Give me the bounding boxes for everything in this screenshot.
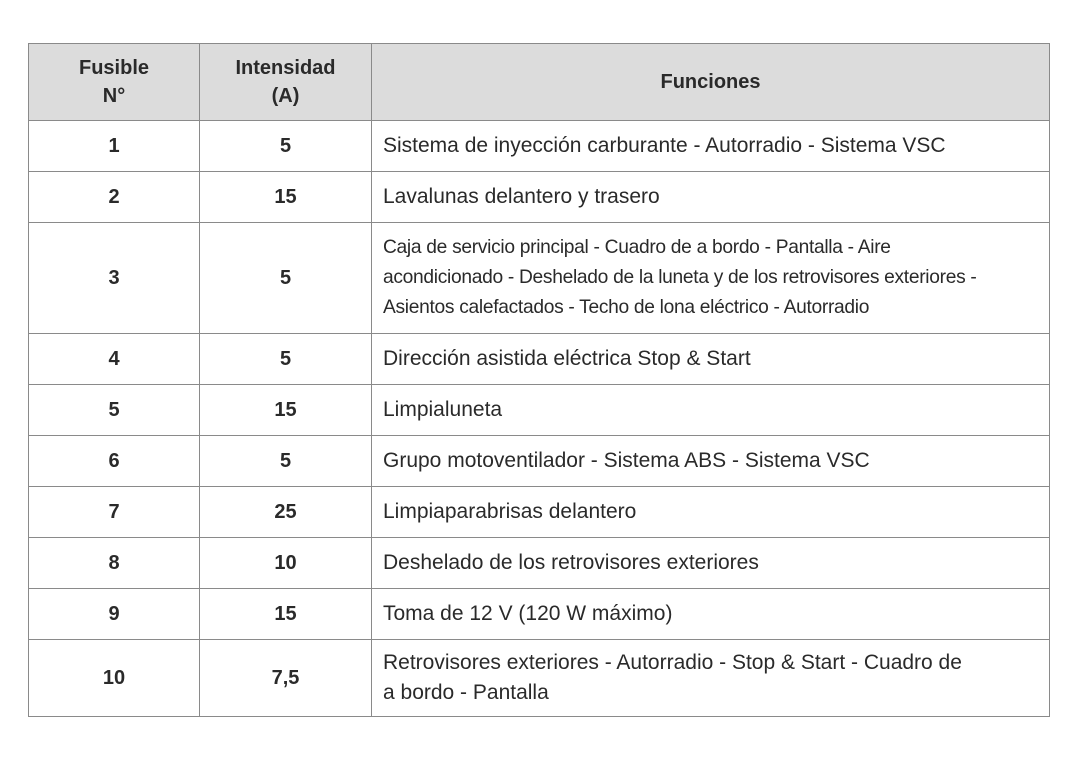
table-row — [29, 538, 1050, 589]
functions-cell: Limpiaparabrisas delantero — [372, 487, 1050, 538]
amperage-cell: 5 — [200, 223, 372, 334]
fuse-number-cell: 6 — [29, 436, 200, 487]
header-current: Intensidad (A) — [200, 44, 372, 121]
table-row — [29, 589, 1050, 640]
fuse-number-cell: 10 — [29, 640, 200, 717]
table-row — [29, 436, 1050, 487]
functions-cell — [372, 640, 1050, 717]
fuse-number-cell: 7 — [29, 487, 200, 538]
fuse-table — [28, 43, 1050, 717]
amperage-cell: 5 — [200, 334, 372, 385]
amperage-cell: 5 — [200, 121, 372, 172]
amperage-cell: 15 — [200, 385, 372, 436]
functions-cell: Sistema de inyección carburante - Autorradio - Sistema VSC — [372, 121, 1050, 172]
fuse-number-cell: 4 — [29, 334, 200, 385]
header-fuse-number: Fusible N° — [29, 44, 200, 121]
functions-line: Retrovisores exteriores - Autorradio - Stop & Start - Cuadro de — [383, 651, 962, 674]
functions-cell: Limpialuneta — [372, 385, 1050, 436]
fuse-number-cell: 2 — [29, 172, 200, 223]
functions-cell: Deshelado de los retrovisores exteriores — [372, 538, 1050, 589]
amperage-cell: 25 — [200, 487, 372, 538]
header-functions: Funciones — [372, 44, 1050, 121]
functions-line: Caja de servicio principal - Cuadro de a bordo - Pantalla - Aire — [383, 237, 891, 258]
amperage-cell: 5 — [200, 436, 372, 487]
fuse-number-cell: 3 — [29, 223, 200, 334]
table-row — [29, 172, 1050, 223]
functions-cell: Grupo motoventilador - Sistema ABS - Sistema VSC — [372, 436, 1050, 487]
amperage-cell: 15 — [200, 172, 372, 223]
functions-cell: Dirección asistida eléctrica Stop & Start — [372, 334, 1050, 385]
functions-cell: Toma de 12 V (120 W máximo) — [372, 589, 1050, 640]
table-row — [29, 385, 1050, 436]
fuse-number-cell: 1 — [29, 121, 200, 172]
functions-line: acondicionado - Deshelado de la luneta y de los retrovisores exteriores - — [383, 267, 977, 288]
table-row — [29, 334, 1050, 385]
fuse-number-cell: 8 — [29, 538, 200, 589]
amperage-cell: 15 — [200, 589, 372, 640]
table-row — [29, 223, 1050, 334]
functions-line: Asientos calefactados - Techo de lona eléctrico - Autorradio — [383, 297, 870, 318]
amperage-cell: 10 — [200, 538, 372, 589]
fuse-number-cell: 5 — [29, 385, 200, 436]
functions-line: a bordo - Pantalla — [383, 681, 549, 704]
table-row — [29, 487, 1050, 538]
table-row — [29, 121, 1050, 172]
amperage-cell: 7,5 — [200, 640, 372, 717]
table-row — [29, 640, 1050, 717]
header-row — [29, 44, 1050, 121]
functions-cell — [372, 223, 1050, 334]
fuse-number-cell: 9 — [29, 589, 200, 640]
functions-cell: Lavalunas delantero y trasero — [372, 172, 1050, 223]
